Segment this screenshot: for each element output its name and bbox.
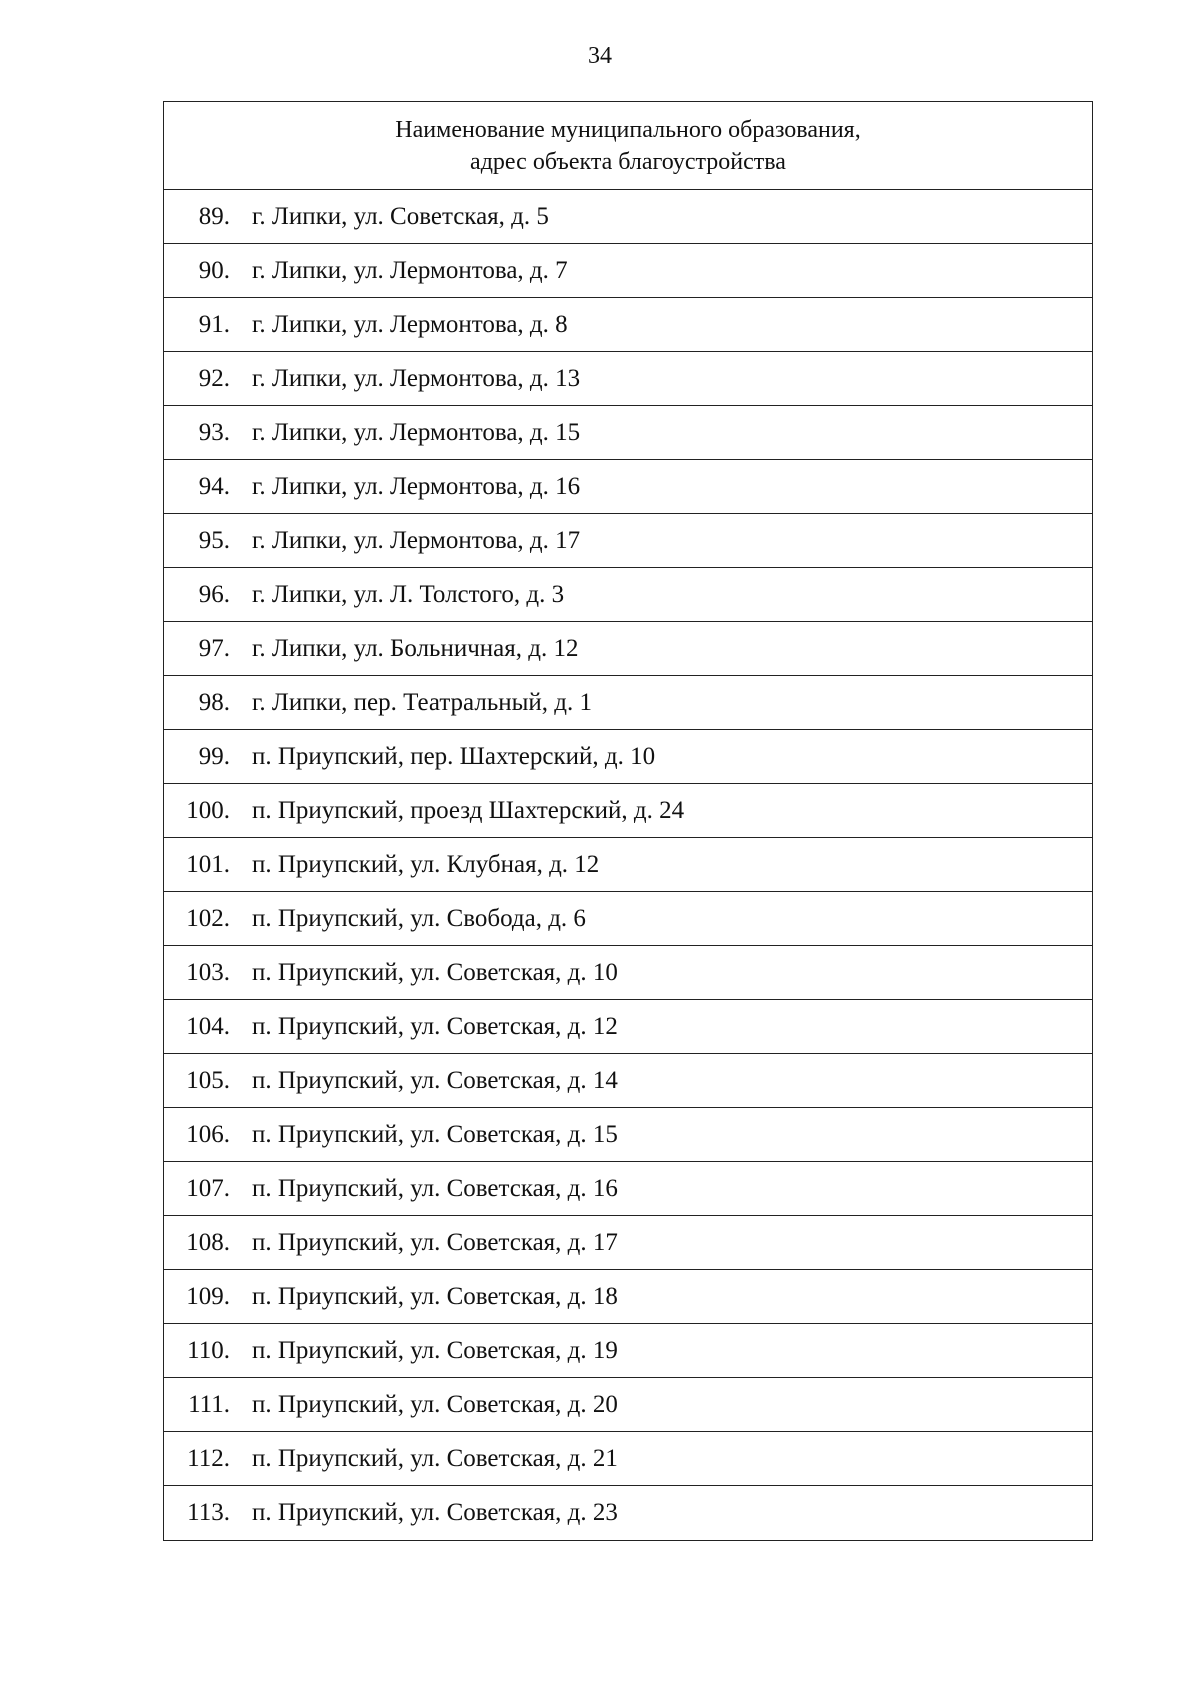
row-number: 97.	[198, 634, 230, 662]
table-row	[164, 1162, 1092, 1216]
row-address: г. Липки, ул. Больничная, д. 12	[252, 634, 579, 662]
table-row	[164, 784, 1092, 838]
table-row	[164, 1432, 1092, 1486]
row-address: г. Липки, ул. Советская, д. 5	[252, 202, 549, 230]
row-address: п. Приупский, ул. Советская, д. 23	[252, 1499, 618, 1526]
row-number: 103.	[186, 958, 230, 986]
table-row	[164, 406, 1092, 460]
row-address: г. Липки, ул. Лермонтова, д. 7	[252, 256, 568, 284]
page-number: 34	[588, 43, 612, 69]
row-number: 108.	[186, 1228, 230, 1256]
table-row	[164, 568, 1092, 622]
row-address: г. Липки, пер. Театральный, д. 1	[252, 688, 593, 716]
row-number: 93.	[198, 418, 230, 446]
row-address: п. Приупский, ул. Советская, д. 21	[252, 1444, 618, 1472]
table-body	[164, 190, 1092, 1540]
row-address: п. Приупский, ул. Советская, д. 10	[252, 958, 618, 986]
table-row	[164, 1216, 1092, 1270]
row-address: п. Приупский, ул. Свобода, д. 6	[252, 904, 586, 932]
row-number: 104.	[186, 1012, 230, 1040]
row-number: 105.	[186, 1066, 230, 1094]
row-address: п. Приупский, ул. Советская, д. 17	[252, 1228, 618, 1256]
row-number: 112.	[187, 1444, 230, 1472]
table-row	[164, 352, 1092, 406]
table-row	[164, 190, 1092, 244]
table-row	[164, 1108, 1092, 1162]
row-number: 101.	[186, 850, 230, 878]
row-number: 110.	[187, 1336, 230, 1364]
row-address: п. Приупский, ул. Советская, д. 15	[252, 1120, 618, 1148]
table-row	[164, 1486, 1092, 1540]
row-address: г. Липки, ул. Лермонтова, д. 8	[252, 310, 568, 338]
row-number: 113.	[187, 1499, 230, 1526]
row-number: 89.	[198, 202, 230, 230]
table-row	[164, 1378, 1092, 1432]
table-row	[164, 460, 1092, 514]
table-row	[164, 892, 1092, 946]
row-number: 91.	[198, 310, 230, 338]
row-address: п. Приупский, пер. Шахтерский, д. 10	[252, 742, 656, 770]
row-number: 111.	[188, 1390, 230, 1418]
table-row	[164, 298, 1092, 352]
address-table	[163, 101, 1093, 1541]
table-row	[164, 676, 1092, 730]
row-address: п. Приупский, ул. Советская, д. 12	[252, 1012, 618, 1040]
table-header-line-2: адрес объекта благоустройства	[470, 148, 786, 175]
table-row	[164, 244, 1092, 298]
table-row	[164, 1054, 1092, 1108]
row-address: г. Липки, ул. Лермонтова, д. 16	[252, 472, 581, 500]
row-address: г. Липки, ул. Лермонтова, д. 13	[252, 364, 581, 392]
row-number: 107.	[186, 1174, 230, 1202]
row-number: 92.	[198, 364, 230, 392]
row-number: 90.	[198, 256, 230, 284]
table-header-line-1: Наименование муниципального образования,	[395, 116, 861, 143]
table-row	[164, 622, 1092, 676]
table-row	[164, 1324, 1092, 1378]
row-number: 94.	[198, 472, 230, 500]
row-address: г. Липки, ул. Лермонтова, д. 17	[252, 526, 581, 554]
row-address: п. Приупский, ул. Советская, д. 14	[252, 1066, 618, 1094]
table-header	[164, 102, 1092, 190]
table-row	[164, 1000, 1092, 1054]
row-number: 109.	[186, 1282, 230, 1310]
row-number: 106.	[186, 1120, 230, 1148]
row-address: п. Приупский, ул. Клубная, д. 12	[252, 850, 600, 878]
table-row	[164, 730, 1092, 784]
row-number: 95.	[198, 526, 230, 554]
row-address: п. Приупский, ул. Советская, д. 20	[252, 1390, 618, 1418]
table-row	[164, 1270, 1092, 1324]
row-address: г. Липки, ул. Л. Толстого, д. 3	[252, 580, 565, 608]
row-address: п. Приупский, проезд Шахтерский, д. 24	[252, 796, 685, 824]
row-address: п. Приупский, ул. Советская, д. 18	[252, 1282, 618, 1310]
table-row	[164, 946, 1092, 1000]
row-number: 102.	[186, 904, 230, 932]
row-number: 99.	[198, 742, 230, 770]
row-address: п. Приупский, ул. Советская, д. 16	[252, 1174, 618, 1202]
row-number: 96.	[198, 580, 230, 608]
row-address: п. Приупский, ул. Советская, д. 19	[252, 1336, 618, 1364]
table-row	[164, 838, 1092, 892]
row-number: 100.	[186, 796, 230, 824]
table-row	[164, 514, 1092, 568]
row-address: г. Липки, ул. Лермонтова, д. 15	[252, 418, 581, 446]
row-number: 98.	[198, 688, 230, 716]
